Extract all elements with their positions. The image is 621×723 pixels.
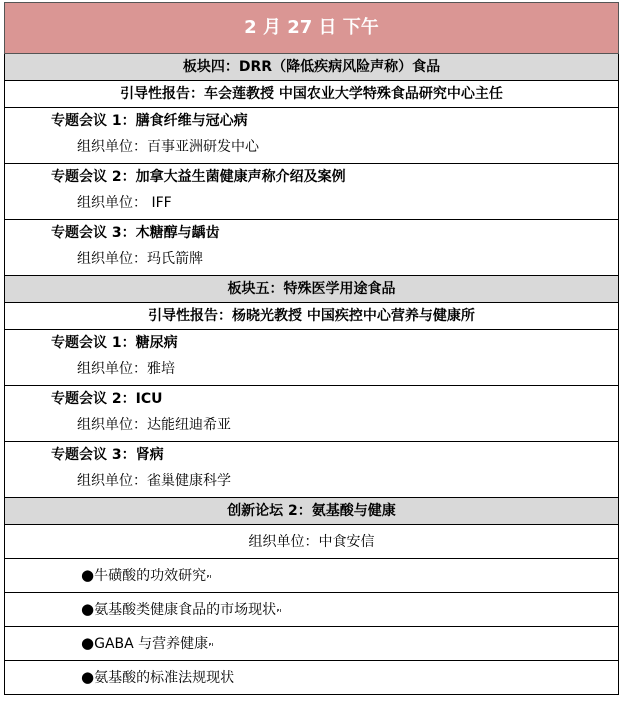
session-title: 专题会议 1：膳食纤维与冠心病 <box>51 113 248 129</box>
placeholder-glyph-icon <box>207 575 211 577</box>
bullet-icon: ● <box>81 668 95 686</box>
block4-row <box>5 54 619 81</box>
forum-title: 创新论坛 2：氨基酸与健康 <box>5 498 619 525</box>
topic-text: 氨基酸类健康食品的市场现状 <box>94 602 277 618</box>
session-title: 专题会议 3：肾病 <box>51 447 164 463</box>
topic-row <box>5 593 619 627</box>
session-org: 组织单位： IFF <box>77 195 172 211</box>
session-row <box>5 220 619 276</box>
forum-org: 组织单位：中食安信 <box>5 525 619 559</box>
forum-org-row <box>5 525 619 559</box>
topic-text: GABA 与营养健康 <box>94 636 209 652</box>
block5-keynote-row <box>5 303 619 330</box>
date-title: 2 月 27 日 下午 <box>5 3 619 54</box>
session-org: 组织单位：雀巢健康科学 <box>77 473 231 489</box>
session-title: 专题会议 2：ICU <box>51 391 163 407</box>
session-org: 组织单位：玛氏箭牌 <box>77 251 203 267</box>
topic-text: 牛磺酸的功效研究 <box>94 568 207 584</box>
block5-row <box>5 276 619 303</box>
topic-row <box>5 559 619 593</box>
block5-keynote: 引导性报告：杨晓光教授 中国疾控中心营养与健康所 <box>5 303 619 330</box>
session-row <box>5 108 619 164</box>
session-row <box>5 330 619 386</box>
session-title: 专题会议 2：加拿大益生菌健康声称介绍及案例 <box>51 169 346 185</box>
bullet-icon: ● <box>81 566 95 584</box>
placeholder-glyph-icon <box>277 609 281 611</box>
bullet-icon: ● <box>81 600 95 618</box>
block5-title: 板块五：特殊医学用途食品 <box>5 276 619 303</box>
session-row <box>5 386 619 442</box>
placeholder-glyph-icon <box>209 643 213 645</box>
block4-keynote: 引导性报告：车会莲教授 中国农业大学特殊食品研究中心主任 <box>5 81 619 108</box>
session-org: 组织单位：达能纽迪希亚 <box>77 417 231 433</box>
header-row <box>5 3 619 54</box>
schedule-table <box>4 2 619 695</box>
session-title: 专题会议 1：糖尿病 <box>51 335 178 351</box>
topic-row <box>5 627 619 661</box>
session-row <box>5 442 619 498</box>
topic-text: 氨基酸的标准法规现状 <box>94 670 235 686</box>
session-row <box>5 164 619 220</box>
schedule-table-container <box>4 2 619 695</box>
session-org: 组织单位：百事亚洲研发中心 <box>77 139 259 155</box>
session-org: 组织单位：雅培 <box>77 361 175 377</box>
session-title: 专题会议 3：木糖醇与龋齿 <box>51 225 220 241</box>
topic-row <box>5 661 619 695</box>
block4-title: 板块四：DRR（降低疾病风险声称）食品 <box>5 54 619 81</box>
bullet-icon: ● <box>81 634 95 652</box>
block4-keynote-row <box>5 81 619 108</box>
forum-row <box>5 498 619 525</box>
